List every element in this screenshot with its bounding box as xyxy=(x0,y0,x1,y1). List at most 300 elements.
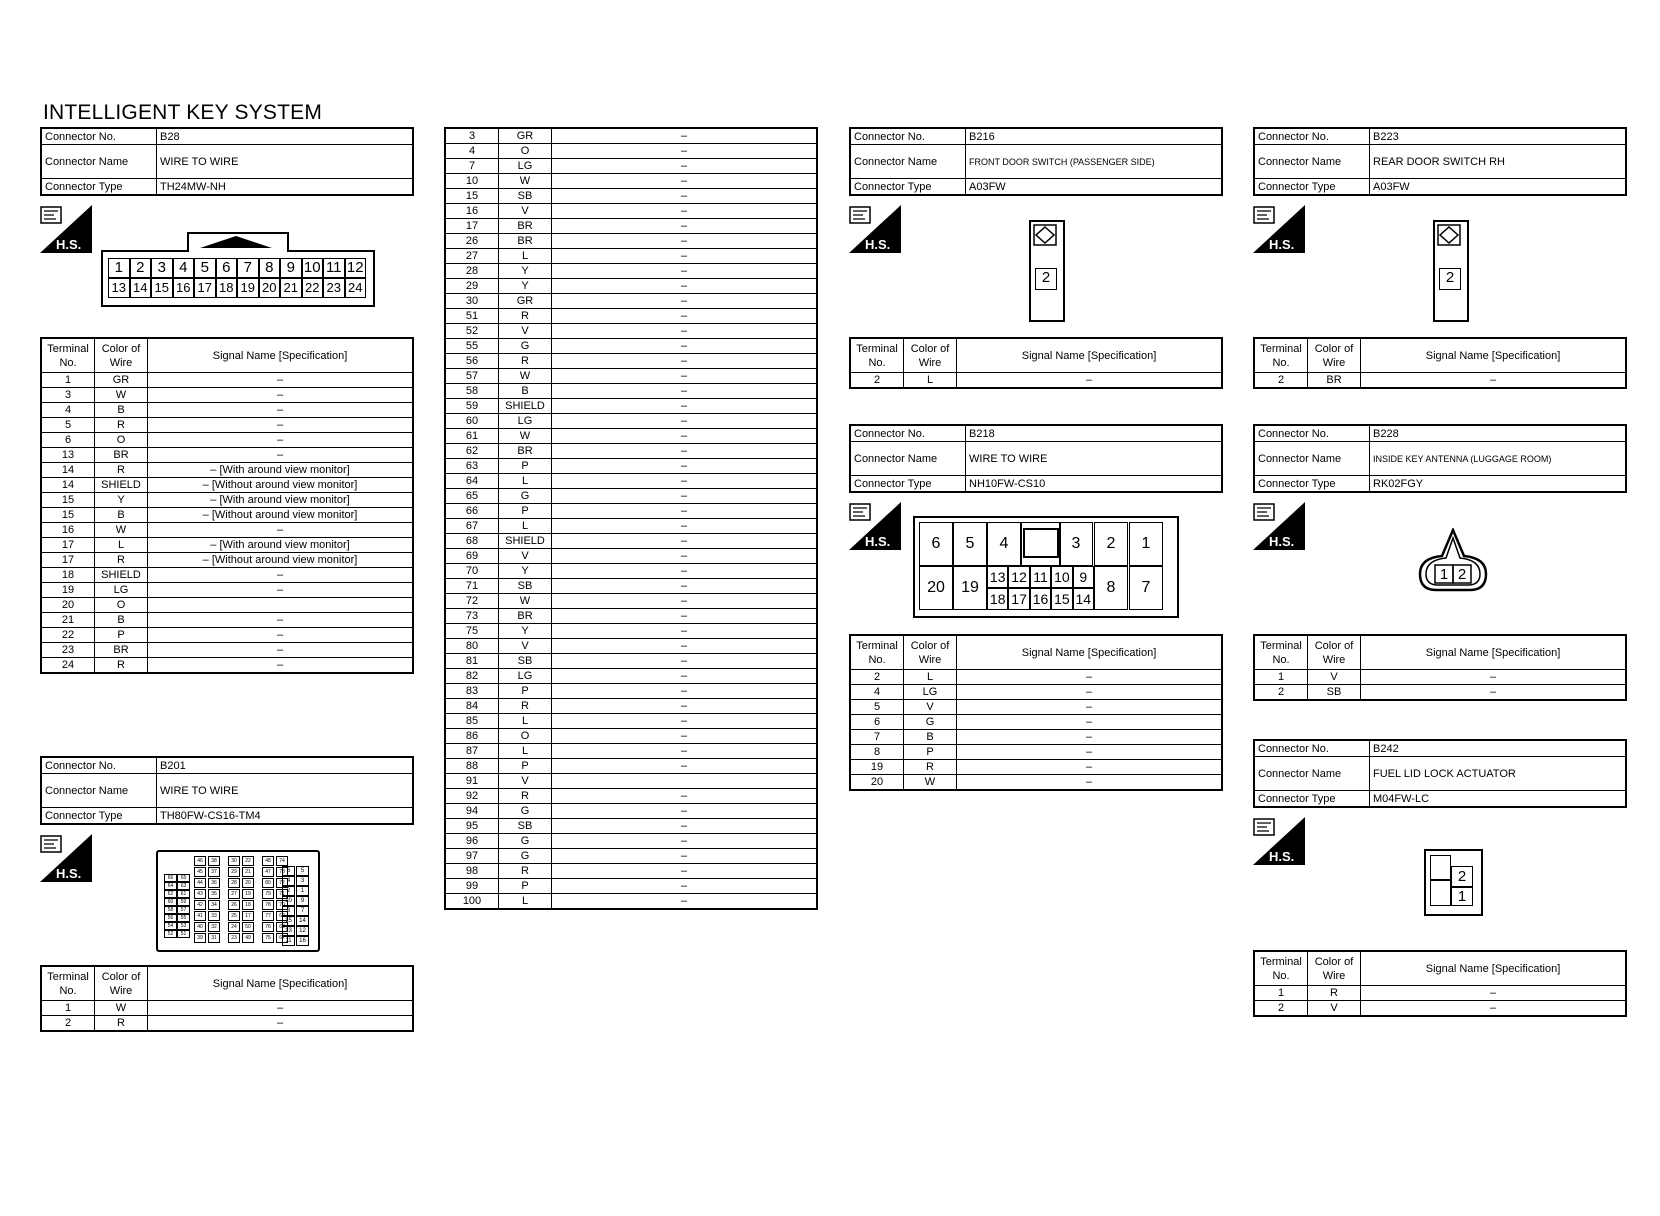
b242-pin-2: 2 xyxy=(1451,866,1473,887)
terminal-no: 21 xyxy=(41,613,95,628)
b201-pin: 76 xyxy=(262,922,274,932)
terminal-no: 66 xyxy=(445,504,499,519)
table-row xyxy=(850,373,1222,389)
signal-name: – xyxy=(148,643,414,658)
table-row xyxy=(445,459,817,474)
table-row xyxy=(445,819,817,834)
signal-name: – xyxy=(552,864,818,879)
wire-color: BR xyxy=(499,444,552,459)
terminal-no: 59 xyxy=(445,399,499,414)
b28-pin: 10 xyxy=(302,258,324,278)
b28-pin-table xyxy=(40,337,414,674)
b28-pin: 19 xyxy=(237,278,259,298)
connector-type-value: NH10FW-CS10 xyxy=(966,476,1223,493)
table-row xyxy=(850,745,1222,760)
b201-pin: 59 xyxy=(177,898,190,906)
hs-icon xyxy=(1253,817,1305,865)
terminal-no: 97 xyxy=(445,849,499,864)
connector-no-label: Connector No. xyxy=(1254,128,1370,145)
b201-pin: 8 xyxy=(282,906,295,916)
svg-text:H.S.: H.S. xyxy=(865,237,891,252)
b201-pin: 78 xyxy=(262,900,274,910)
b216-pin-table-wrap xyxy=(849,337,1223,389)
b201-pin: 74 xyxy=(276,856,288,866)
terminal-no: 82 xyxy=(445,669,499,684)
color-of-wire-header: Color of Wire xyxy=(904,338,957,373)
signal-name: – xyxy=(1361,670,1627,685)
table-row xyxy=(1254,986,1626,1001)
wire-color: SHIELD xyxy=(95,478,148,493)
connector-type-label: Connector Type xyxy=(1254,476,1370,493)
svg-text:H.S.: H.S. xyxy=(1269,849,1295,864)
wire-color: SHIELD xyxy=(499,534,552,549)
signal-name: – xyxy=(552,879,818,894)
wire-color: B xyxy=(95,403,148,418)
signal-name: – xyxy=(552,204,818,219)
pin-table-header xyxy=(850,635,1222,670)
signal-name: – xyxy=(552,159,818,174)
wire-color: R xyxy=(499,354,552,369)
signal-name: – [With around view monitor] xyxy=(148,493,414,508)
wire-color: SB xyxy=(499,819,552,834)
table-row xyxy=(41,643,413,658)
wire-color: W xyxy=(499,594,552,609)
connector-name-label: Connector Name xyxy=(1254,442,1370,476)
signal-name: – xyxy=(552,264,818,279)
signal-name: – xyxy=(552,729,818,744)
hs-icon xyxy=(849,502,901,550)
b201-pin: 70 xyxy=(276,900,288,910)
table-row xyxy=(41,508,413,523)
terminal-no: 27 xyxy=(445,249,499,264)
table-row xyxy=(41,448,413,463)
connector-name-label: Connector Name xyxy=(1254,145,1370,179)
connector-name-value: REAR DOOR SWITCH RH xyxy=(1370,145,1627,179)
signal-name: – xyxy=(552,564,818,579)
terminal-no: 72 xyxy=(445,594,499,609)
b242-pin-empty-1 xyxy=(1430,855,1451,880)
connector-b242-header xyxy=(1253,739,1627,808)
b28-pin: 6 xyxy=(216,258,238,278)
b201-pin: 18 xyxy=(242,900,254,910)
b218-key-frame xyxy=(1021,522,1061,566)
table-row xyxy=(41,583,413,598)
terminal-no: 64 xyxy=(445,474,499,489)
signal-name: – xyxy=(1361,685,1627,701)
wire-color: LG xyxy=(499,159,552,174)
terminal-no-header: Terminal No. xyxy=(41,338,95,373)
table-row xyxy=(445,654,817,669)
connector-no-label: Connector No. xyxy=(850,425,966,442)
wire-color: V xyxy=(499,204,552,219)
signal-name: – xyxy=(148,568,414,583)
terminal-no: 51 xyxy=(445,309,499,324)
connector-no-label: Connector No. xyxy=(41,128,157,145)
b201-pin: 31 xyxy=(208,933,220,943)
page-title: INTELLIGENT KEY SYSTEM xyxy=(43,101,323,124)
signal-name: – xyxy=(148,403,414,418)
b201-pin: 67 xyxy=(276,933,288,943)
connector-b218-header xyxy=(849,424,1223,493)
connector-no-label: Connector No. xyxy=(41,757,157,774)
connector-name-label: Connector Name xyxy=(850,442,966,476)
b201-pin: 49 xyxy=(242,933,254,943)
connector-no-value: B28 xyxy=(157,128,414,145)
wire-color: V xyxy=(499,639,552,654)
table-row xyxy=(445,369,817,384)
b201-pin-table-wrap xyxy=(40,965,414,1032)
terminal-no: 75 xyxy=(445,624,499,639)
table-row xyxy=(41,373,413,388)
terminal-no-header: Terminal No. xyxy=(850,338,904,373)
table-row xyxy=(445,714,817,729)
signal-name: – xyxy=(957,685,1223,700)
terminal-no: 18 xyxy=(41,568,95,583)
b28-pin: 13 xyxy=(108,278,130,298)
connector-b228-header xyxy=(1253,424,1627,493)
signal-name-header: Signal Name [Specification] xyxy=(148,338,414,373)
signal-name: – xyxy=(552,354,818,369)
terminal-no: 28 xyxy=(445,264,499,279)
b218-pin: 13 xyxy=(987,566,1008,588)
b201-pin: 79 xyxy=(262,889,274,899)
terminal-no: 68 xyxy=(445,534,499,549)
wire-color: SHIELD xyxy=(499,399,552,414)
terminal-no: 10 xyxy=(445,174,499,189)
b218-pin: 8 xyxy=(1094,566,1128,610)
connector-b223 xyxy=(1253,127,1627,196)
b201-pin: 51 xyxy=(177,930,190,938)
pin-table-header xyxy=(41,338,413,373)
signal-name: – xyxy=(552,519,818,534)
terminal-no: 29 xyxy=(445,279,499,294)
signal-name: – xyxy=(1361,1001,1627,1017)
table-row xyxy=(41,493,413,508)
terminal-no: 84 xyxy=(445,699,499,714)
connector-type-label: Connector Type xyxy=(1254,791,1370,808)
signal-name: – xyxy=(552,534,818,549)
table-row xyxy=(445,399,817,414)
b201-pin: 2 xyxy=(282,886,295,896)
b28-pin: 11 xyxy=(323,258,345,278)
b201-pin: 48 xyxy=(262,856,274,866)
table-row xyxy=(41,523,413,538)
b201-pin: 71 xyxy=(276,889,288,899)
signal-name: – xyxy=(148,388,414,403)
terminal-no: 15 xyxy=(41,508,95,523)
terminal-no: 20 xyxy=(850,775,904,791)
wire-color: P xyxy=(499,759,552,774)
signal-name: – xyxy=(552,654,818,669)
table-row xyxy=(445,624,817,639)
b201-pin: 45 xyxy=(194,867,206,877)
signal-name: – xyxy=(552,489,818,504)
b218-pin: 5 xyxy=(953,522,987,566)
b201-pin: 21 xyxy=(242,867,254,877)
connector-b216-header xyxy=(849,127,1223,196)
wire-color: LG xyxy=(904,685,957,700)
b28-pin: 8 xyxy=(259,258,281,278)
connector-name-label: Connector Name xyxy=(41,145,157,179)
table-row xyxy=(1254,685,1626,701)
signal-name: – xyxy=(552,744,818,759)
b201-connector-face xyxy=(156,850,320,952)
connector-no-value: B218 xyxy=(966,425,1223,442)
hs-icon xyxy=(1253,502,1305,550)
terminal-no: 1 xyxy=(1254,670,1308,685)
svg-text:H.S.: H.S. xyxy=(56,866,82,881)
terminal-no: 7 xyxy=(850,730,904,745)
terminal-no: 1 xyxy=(41,373,95,388)
signal-name xyxy=(552,774,818,789)
b201-pin: 41 xyxy=(194,911,206,921)
table-row xyxy=(41,403,413,418)
signal-name: – xyxy=(552,849,818,864)
wire-color: L xyxy=(499,474,552,489)
terminal-no: 3 xyxy=(445,128,499,144)
connector-no-value: B223 xyxy=(1370,128,1627,145)
terminal-no: 14 xyxy=(41,463,95,478)
connector-type-label: Connector Type xyxy=(850,476,966,493)
table-row xyxy=(850,670,1222,685)
terminal-no: 20 xyxy=(41,598,95,613)
b218-pin: 16 xyxy=(1030,588,1051,610)
connector-type-value: A03FW xyxy=(1370,179,1627,196)
table-row xyxy=(445,309,817,324)
table-row xyxy=(445,279,817,294)
signal-name: – xyxy=(552,219,818,234)
b201-pin: 39 xyxy=(194,933,206,943)
b201-pin: 57 xyxy=(177,906,190,914)
table-row xyxy=(41,418,413,433)
b201-pin: 72 xyxy=(276,878,288,888)
b28-pin: 5 xyxy=(194,258,216,278)
hs-icon xyxy=(40,834,92,882)
table-row xyxy=(445,414,817,429)
connector-type-value: TH80FW-CS16-TM4 xyxy=(157,808,414,825)
b201-pin: 32 xyxy=(208,922,220,932)
b218-pin: 15 xyxy=(1051,588,1072,610)
b201-pin: 73 xyxy=(276,867,288,877)
table-row xyxy=(850,685,1222,700)
table-row xyxy=(41,553,413,568)
signal-name: – xyxy=(148,658,414,674)
connector-type-value: M04FW-LC xyxy=(1370,791,1627,808)
wire-color: B xyxy=(904,730,957,745)
terminal-no-header: Terminal No. xyxy=(1254,338,1308,373)
table-row xyxy=(445,669,817,684)
b218-pin-grid xyxy=(919,522,1171,610)
wire-color: G xyxy=(499,849,552,864)
terminal-no: 94 xyxy=(445,804,499,819)
terminal-no: 19 xyxy=(41,583,95,598)
signal-name: – xyxy=(552,594,818,609)
terminal-no: 17 xyxy=(41,553,95,568)
signal-name: – xyxy=(552,579,818,594)
signal-name xyxy=(148,598,414,613)
b201-pin: 77 xyxy=(262,911,274,921)
wire-color: R xyxy=(499,309,552,324)
terminal-no: 23 xyxy=(41,643,95,658)
b216-pin-2: 2 xyxy=(1035,268,1057,290)
b201-pin: 46 xyxy=(194,856,206,866)
table-row xyxy=(445,594,817,609)
signal-name: – xyxy=(552,819,818,834)
connector-b201-header xyxy=(40,756,414,825)
connector-no-value: B216 xyxy=(966,128,1223,145)
b201-pin: 53 xyxy=(177,922,190,930)
b28-pin: 7 xyxy=(237,258,259,278)
signal-name: – xyxy=(552,369,818,384)
terminal-no: 92 xyxy=(445,789,499,804)
terminal-no: 22 xyxy=(41,628,95,643)
wire-color: W xyxy=(499,369,552,384)
signal-name: – xyxy=(552,189,818,204)
connector-no-label: Connector No. xyxy=(850,128,966,145)
terminal-no: 55 xyxy=(445,339,499,354)
signal-name: – xyxy=(957,775,1223,791)
table-row xyxy=(445,489,817,504)
b28-polarity-mark xyxy=(200,234,272,248)
signal-name: – xyxy=(148,373,414,388)
connector-no-value: B228 xyxy=(1370,425,1627,442)
terminal-no-header: Terminal No. xyxy=(1254,951,1308,986)
wire-color: P xyxy=(499,684,552,699)
wire-color: LG xyxy=(95,583,148,598)
table-row xyxy=(850,730,1222,745)
wire-color: B xyxy=(95,613,148,628)
signal-name: – xyxy=(552,144,818,159)
b218-pin: 6 xyxy=(919,522,953,566)
wire-color: Y xyxy=(499,624,552,639)
b201-pin: 61 xyxy=(177,890,190,898)
terminal-no: 2 xyxy=(850,670,904,685)
b218-pin: 1 xyxy=(1129,522,1163,566)
wire-color: Y xyxy=(499,564,552,579)
wire-color: GR xyxy=(499,294,552,309)
connector-type-label: Connector Type xyxy=(41,808,157,825)
b201-pin: 30 xyxy=(228,856,240,866)
signal-name: – xyxy=(148,418,414,433)
b201-pin: 26 xyxy=(228,900,240,910)
connector-type-label: Connector Type xyxy=(1254,179,1370,196)
table-row xyxy=(445,789,817,804)
signal-name: – xyxy=(957,745,1223,760)
table-row xyxy=(445,729,817,744)
connector-name-value: WIRE TO WIRE xyxy=(157,774,414,808)
connector-b223-header xyxy=(1253,127,1627,196)
terminal-no: 7 xyxy=(445,159,499,174)
b201-pin: 10 xyxy=(282,896,295,906)
terminal-no: 2 xyxy=(41,1016,95,1032)
b201-pin: 12 xyxy=(296,926,309,936)
signal-name: – [Without around view monitor] xyxy=(148,508,414,523)
signal-name: – xyxy=(552,549,818,564)
signal-name: – xyxy=(148,1001,414,1016)
table-row xyxy=(445,639,817,654)
b201-pin: 60 xyxy=(164,898,177,906)
table-row xyxy=(445,429,817,444)
table-row xyxy=(850,760,1222,775)
wire-color: V xyxy=(499,324,552,339)
terminal-no: 1 xyxy=(1254,986,1308,1001)
terminal-no: 30 xyxy=(445,294,499,309)
table-row xyxy=(41,1016,413,1032)
terminal-no: 80 xyxy=(445,639,499,654)
signal-name: – xyxy=(552,128,818,144)
b216-pin-table xyxy=(849,337,1223,389)
table-row xyxy=(41,478,413,493)
terminal-no: 13 xyxy=(41,448,95,463)
table-row xyxy=(445,384,817,399)
b201-pin: 17 xyxy=(242,911,254,921)
wire-color: Y xyxy=(499,279,552,294)
wire-color: R xyxy=(904,760,957,775)
b28-pin: 24 xyxy=(345,278,367,298)
terminal-no: 19 xyxy=(850,760,904,775)
terminal-no: 62 xyxy=(445,444,499,459)
signal-name: – xyxy=(148,613,414,628)
connector-name-value: WIRE TO WIRE xyxy=(157,145,414,179)
b28-pin: 20 xyxy=(259,278,281,298)
terminal-no: 4 xyxy=(41,403,95,418)
table-row xyxy=(445,759,817,774)
b201-pin: 34 xyxy=(208,900,220,910)
terminal-no-header: Terminal No. xyxy=(850,635,904,670)
b242-pin-table-wrap xyxy=(1253,950,1627,1017)
connector-b242 xyxy=(1253,739,1627,808)
b28-pin: 9 xyxy=(280,258,302,278)
b201-pin: 42 xyxy=(194,900,206,910)
signal-name: – xyxy=(148,1016,414,1032)
wire-color: L xyxy=(499,519,552,534)
wire-color: W xyxy=(95,523,148,538)
terminal-no: 99 xyxy=(445,879,499,894)
terminal-no: 24 xyxy=(41,658,95,674)
b218-pin: 14 xyxy=(1073,588,1094,610)
terminal-no: 14 xyxy=(41,478,95,493)
signal-name: – xyxy=(957,670,1223,685)
wire-color: LG xyxy=(499,414,552,429)
b28-pin-table-wrap xyxy=(40,337,414,674)
terminal-no: 83 xyxy=(445,684,499,699)
b28-pin-grid xyxy=(108,258,366,298)
terminal-no: 65 xyxy=(445,489,499,504)
terminal-no: 2 xyxy=(1254,1001,1308,1017)
wire-color: P xyxy=(95,628,148,643)
signal-name-header: Signal Name [Specification] xyxy=(957,338,1223,373)
b201-pin: 68 xyxy=(276,922,288,932)
svg-text:H.S.: H.S. xyxy=(865,534,891,549)
connector-no-label: Connector No. xyxy=(1254,425,1370,442)
table-row xyxy=(445,549,817,564)
table-row xyxy=(1254,670,1626,685)
wire-color: BR xyxy=(1308,373,1361,389)
b28-pin: 17 xyxy=(194,278,216,298)
table-row xyxy=(445,879,817,894)
terminal-no: 6 xyxy=(850,715,904,730)
wire-color: G xyxy=(499,834,552,849)
b28-pin: 4 xyxy=(173,258,195,278)
signal-name: – xyxy=(552,279,818,294)
signal-name-header: Signal Name [Specification] xyxy=(957,635,1223,670)
signal-name: – xyxy=(148,583,414,598)
connector-name-label: Connector Name xyxy=(1254,757,1370,791)
wire-color: B xyxy=(499,384,552,399)
b201-pin: 29 xyxy=(228,867,240,877)
table-row xyxy=(445,504,817,519)
hs-icon xyxy=(849,205,901,253)
